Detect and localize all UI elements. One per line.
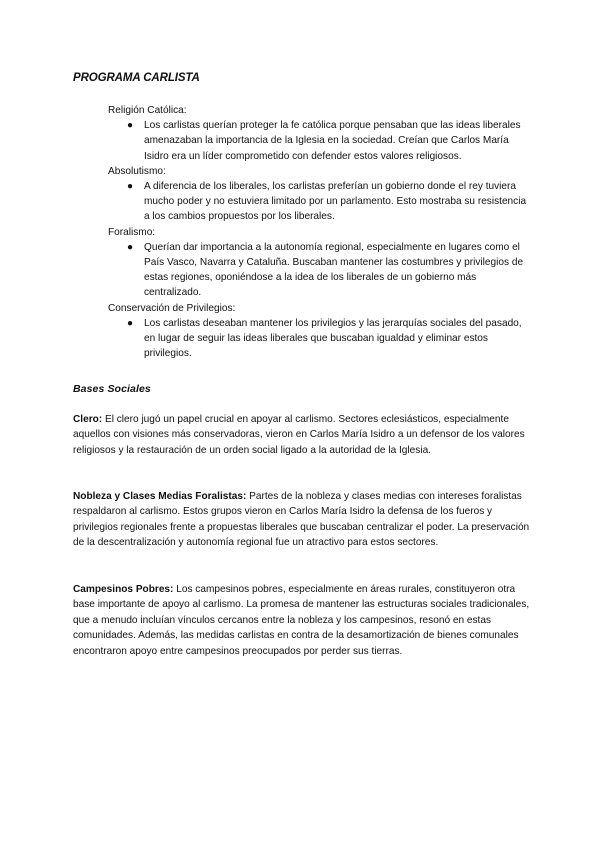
programa-list bbox=[108, 103, 528, 361]
paragraph-campesinos bbox=[73, 582, 533, 659]
paragraph-label: Clero: bbox=[73, 414, 103, 425]
paragraph-label: Nobleza y Clases Medias Foralistas: bbox=[73, 491, 247, 502]
bullet-item bbox=[108, 240, 528, 301]
bullet-icon: ● bbox=[127, 120, 134, 132]
bullet-text: A diferencia de los liberales, los carlistas preferían un gobierno donde el rey tuviera mucho poder y no estuviera limitado por un parlamento. Esto mostraba su resistencia a los cambios propuestos por los liberales. bbox=[144, 181, 527, 223]
bullet-text: Los carlistas deseaban mantener los privilegios y las jerarquías sociales del pasado, en lugar de seguir las ideas liberales que buscaban igualdad y eliminar estos privilegios. bbox=[144, 317, 522, 360]
bullet-list bbox=[108, 118, 528, 164]
bullet-icon: ● bbox=[127, 317, 134, 329]
bullet-list bbox=[108, 240, 528, 301]
bullet-text: Querían dar importancia a la autonomía regional, especialmente en lugares como el País Vasco, Navarra y Cataluña. Buscaban mantener las costumbres y privilegios de estas regiones, oponiéndose a la idea de los liberales de un gobierno más centralizado. bbox=[144, 241, 524, 299]
programa-section bbox=[108, 225, 528, 301]
paragraph-text: El clero jugó un papel crucial en apoyar al carlismo. Sectores eclesiásticos, especialmente aquellos con visiones más conservadoras, vieron en Carlos María Isidro a un defensor de los valores religiosos y la restauración de un orden social ligado a la autoridad de la Iglesia. bbox=[73, 414, 525, 456]
bullet-item bbox=[108, 118, 528, 164]
paragraph-text: Partes de la nobleza y clases medias con intereses foralistas respaldaron al carlismo. Estos grupos vieron en Carlos María Isidro la defensa de los fueros y privilegios regionales frente a propuestas liberales que buscaban centralizar el poder. La preservación de la descentralización y autonomía regional fue un atractivo para estos sectores. bbox=[73, 491, 530, 549]
section-heading: Conservación de Privilegios: bbox=[108, 302, 236, 314]
paragraph-clero bbox=[73, 412, 533, 458]
section-heading: Religión Católica: bbox=[108, 105, 187, 116]
programa-section bbox=[108, 301, 528, 362]
paragraph-label: Campesinos Pobres: bbox=[73, 584, 174, 595]
section-heading: Absolutismo: bbox=[108, 165, 166, 177]
bullet-icon: ● bbox=[127, 241, 134, 253]
paragraph-nobleza bbox=[73, 489, 533, 551]
bullet-list bbox=[108, 179, 528, 225]
section-title-bases: Bases Sociales bbox=[73, 383, 151, 395]
programa-section bbox=[108, 164, 528, 225]
bullet-list bbox=[108, 316, 528, 362]
page-title: PROGRAMA CARLISTA bbox=[73, 72, 200, 84]
programa-section bbox=[108, 103, 528, 164]
bullet-item bbox=[108, 179, 528, 225]
bullet-icon: ● bbox=[127, 181, 134, 193]
paragraph-text: Los campesinos pobres, especialmente en áreas rurales, constituyeron otra base importante de apoyo al carlismo. La promesa de mantener las estructuras sociales tradicionales, que a menudo incluían vínculos cercanos entre la nobleza y los campesinos, resonó en estas comunidades. Además, las medidas carlistas en contra de la desamortización de bienes comunales encontraron apoyo entre campesinos preocupados por perder sus tierras. bbox=[73, 584, 530, 657]
section-heading: Foralismo: bbox=[108, 226, 156, 238]
bullet-text: Los carlistas querían proteger la fe católica porque pensaban que las ideas liberales amenazaban la importancia de la Iglesia en la sociedad. Creían que Carlos María Isidro era un líder comprometido con defender estos valores religiosos. bbox=[144, 120, 521, 162]
bullet-item bbox=[108, 316, 528, 362]
